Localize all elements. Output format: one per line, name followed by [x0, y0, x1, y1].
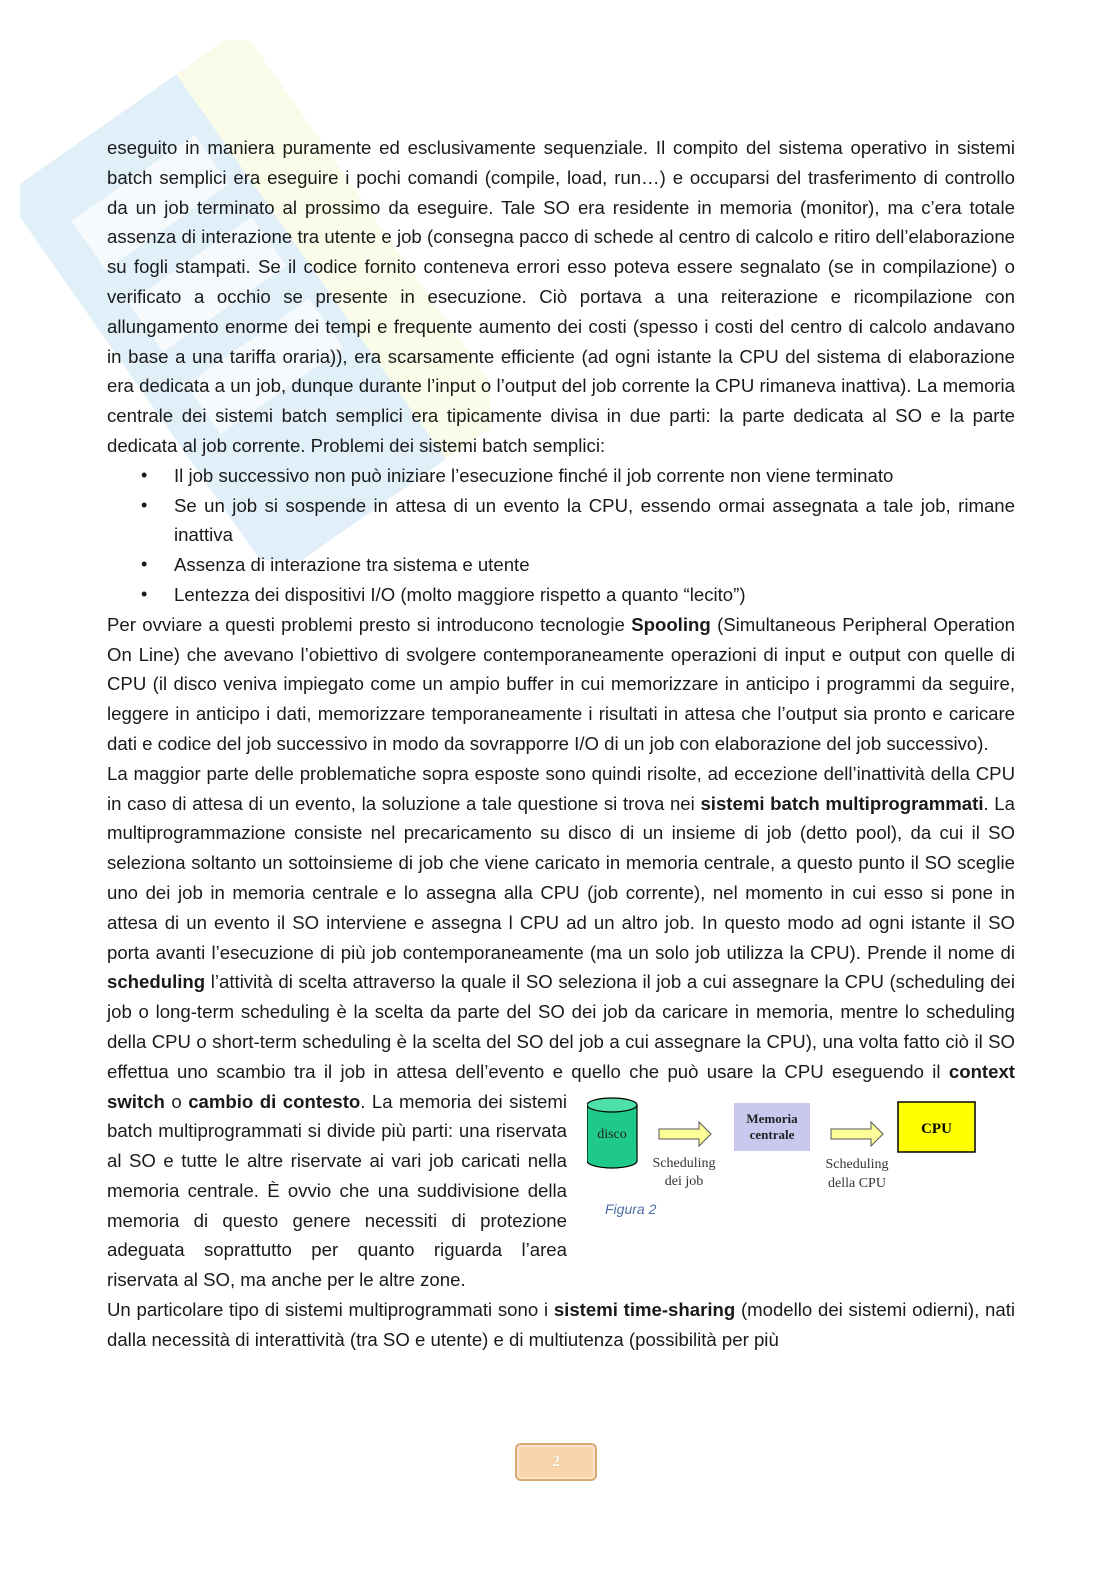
arrow-icon: [659, 1122, 711, 1146]
list-item: • Assenza di interazione tra sistema e utente: [174, 550, 1015, 580]
cpu-label: CPU: [921, 1120, 952, 1137]
list-item: • Se un job si sospende in attesa di un evento la CPU, essendo ormai assegnata a tale job, rimane inattiva: [174, 491, 1015, 551]
paragraph-time-sharing: Un particolare tipo di sistemi multiprogrammati sono i sistemi time-sharing (modello dei sistemi odierni), nati dalla necessità di interattività (tra SO e utente) e di multiutenza (possibilità per più: [107, 1299, 1015, 1350]
term-scheduling: scheduling: [107, 971, 206, 993]
figure-caption: Figura 2: [605, 1200, 657, 1217]
scheduling-jobs-label: dei job: [664, 1173, 704, 1189]
paragraph-spooling: Per ovviare a questi problemi presto si introducono tecnologie Spooling (Simultaneous Peripheral Operation On Line) che avevano l’obiettivo di svolgere contemporaneamente operazioni di input e output con quelle di CPU (il disco veniva impiegato come un ampio buffer in cui memorizzare in anticipo i programmi da seguire, leggere in anticipo i dati, memorizzare temporaneamente i risultati in attesa che l’output sia pronto e caricare dati e codice del job successivo in modo da sovrapporre I/O di un job con elaborazione del job successivo).: [107, 613, 1015, 754]
paragraph-multiprogramming: La maggior parte delle problematiche sopra esposte sono quindi risolte, ad eccezione dell’inattività della CPU in caso di attesa di un evento, la soluzione a tale questione si trova nei sistemi batch multiprogrammati. La multiprogrammazione consiste nel precaricamento su disco di un insieme di job (detto pool), da cui il SO seleziona soltanto un sottoinsieme di job che viene caricato in memoria centrale, a questo punto il SO sceglie uno dei job in memoria centrale e lo assegna alla CPU (job corrente), nel momento in cui esso si pone in attesa di un evento il SO interviene e assegna l CPU ad un altro job. In questo modo ad ogni istante il SO porta avanti l’esecuzione di più job contemporaneamente (ma un solo job utilizza la CPU). Prende il nome di scheduling l’attività di scelta attraverso la quale il SO seleziona il job a cui assegnare la CPU (scheduling dei job o long-term scheduling è la scelta da parte del SO dei job da caricare in memoria, mentre lo scheduling della CPU o short-term scheduling è la scelta del SO del job a cui assegnare la CPU), una volta fatto ciò il SO effettua uno scambio tra il job in attesa dell’evento e quello che può usare la CPU eseguendo il disco Memoria centrale CPU Scheduling dei job Scheduling della CPU Figura 2 context switch o cambio di contesto. La memoria dei sistemi batch multiprogrammati si divide più parti: una riservata al SO e tutte le altre riservate ai vari job caricati nella memoria centrale. È ovvio che una suddivisione della memoria di questo genere necessiti di protezione adeguata soprattutto per quanto riguarda l’area riservata al SO, ma anche per le altre zone.: [107, 762, 1015, 1291]
scheduling-diagram: [587, 1093, 1015, 1203]
term-cambio-contesto: cambio di contesto: [188, 1090, 361, 1112]
list-item: • Il job successivo non può iniziare l’esecuzione finché il job corrente non viene terminato: [174, 461, 1015, 491]
term-time-sharing: sistemi time-sharing: [553, 1299, 736, 1321]
memory-label: centrale: [749, 1126, 795, 1142]
document-body: [107, 133, 1015, 1355]
disk-icon: [587, 1098, 637, 1168]
list-item: • Lentezza dei dispositivi I/O (molto maggiore rispetto a quanto “lecito”): [174, 580, 1015, 610]
memory-label: Memoria: [746, 1110, 798, 1126]
scheduling-cpu-label: della CPU: [828, 1175, 886, 1191]
term-batch-multiprogrammati: sistemi batch multiprogrammati: [700, 792, 984, 814]
page-number: 2: [515, 1443, 597, 1481]
disk-label: disco: [597, 1126, 627, 1142]
figure-scheduling: [587, 1089, 1015, 1247]
arrow-icon: [831, 1122, 883, 1146]
scheduling-jobs-label: Scheduling: [652, 1155, 716, 1171]
problems-list: [107, 461, 1015, 610]
term-context-switch: context switch: [107, 1060, 1015, 1112]
scheduling-cpu-label: Scheduling: [825, 1156, 889, 1172]
paragraph-batch-systems: eseguito in maniera puramente ed esclusivamente sequenziale. Il compito del sistema operativo in sistemi batch semplici era eseguire i pochi comandi (compile, load, run…) e occuparsi del trasferimento di controllo da un job terminato al prossimo da eseguire. Tale SO era residente in memoria (monitor), ma c’era totale assenza di interazione tra utente e job (consegna pacco di schede al centro di calcolo e ritiro dell’elaborazione su fogli stampati. Se il codice fornito conteneva errori esso poteva essere segnalato (se in compilazione) o verificato a occhio se presente in esecuzione. Ciò portava a una reiterazione e ricompilazione con allungamento enorme dei tempi e frequente aumento dei costi (spesso i costi del centro di calcolo andavano in base a una tariffa oraria)), era scarsamente efficiente (ad ogni istante la CPU del sistema di elaborazione era dedicata a un job, dunque durante l’input o l’output del job corrente la CPU rimaneva inattiva). La memoria centrale dei sistemi batch semplici era tipicamente divisa in due parti: la parte dedicata al SO e la parte dedicata al job corrente. Problemi dei sistemi batch semplici:: [107, 137, 1015, 456]
term-spooling: Spooling: [631, 613, 711, 635]
